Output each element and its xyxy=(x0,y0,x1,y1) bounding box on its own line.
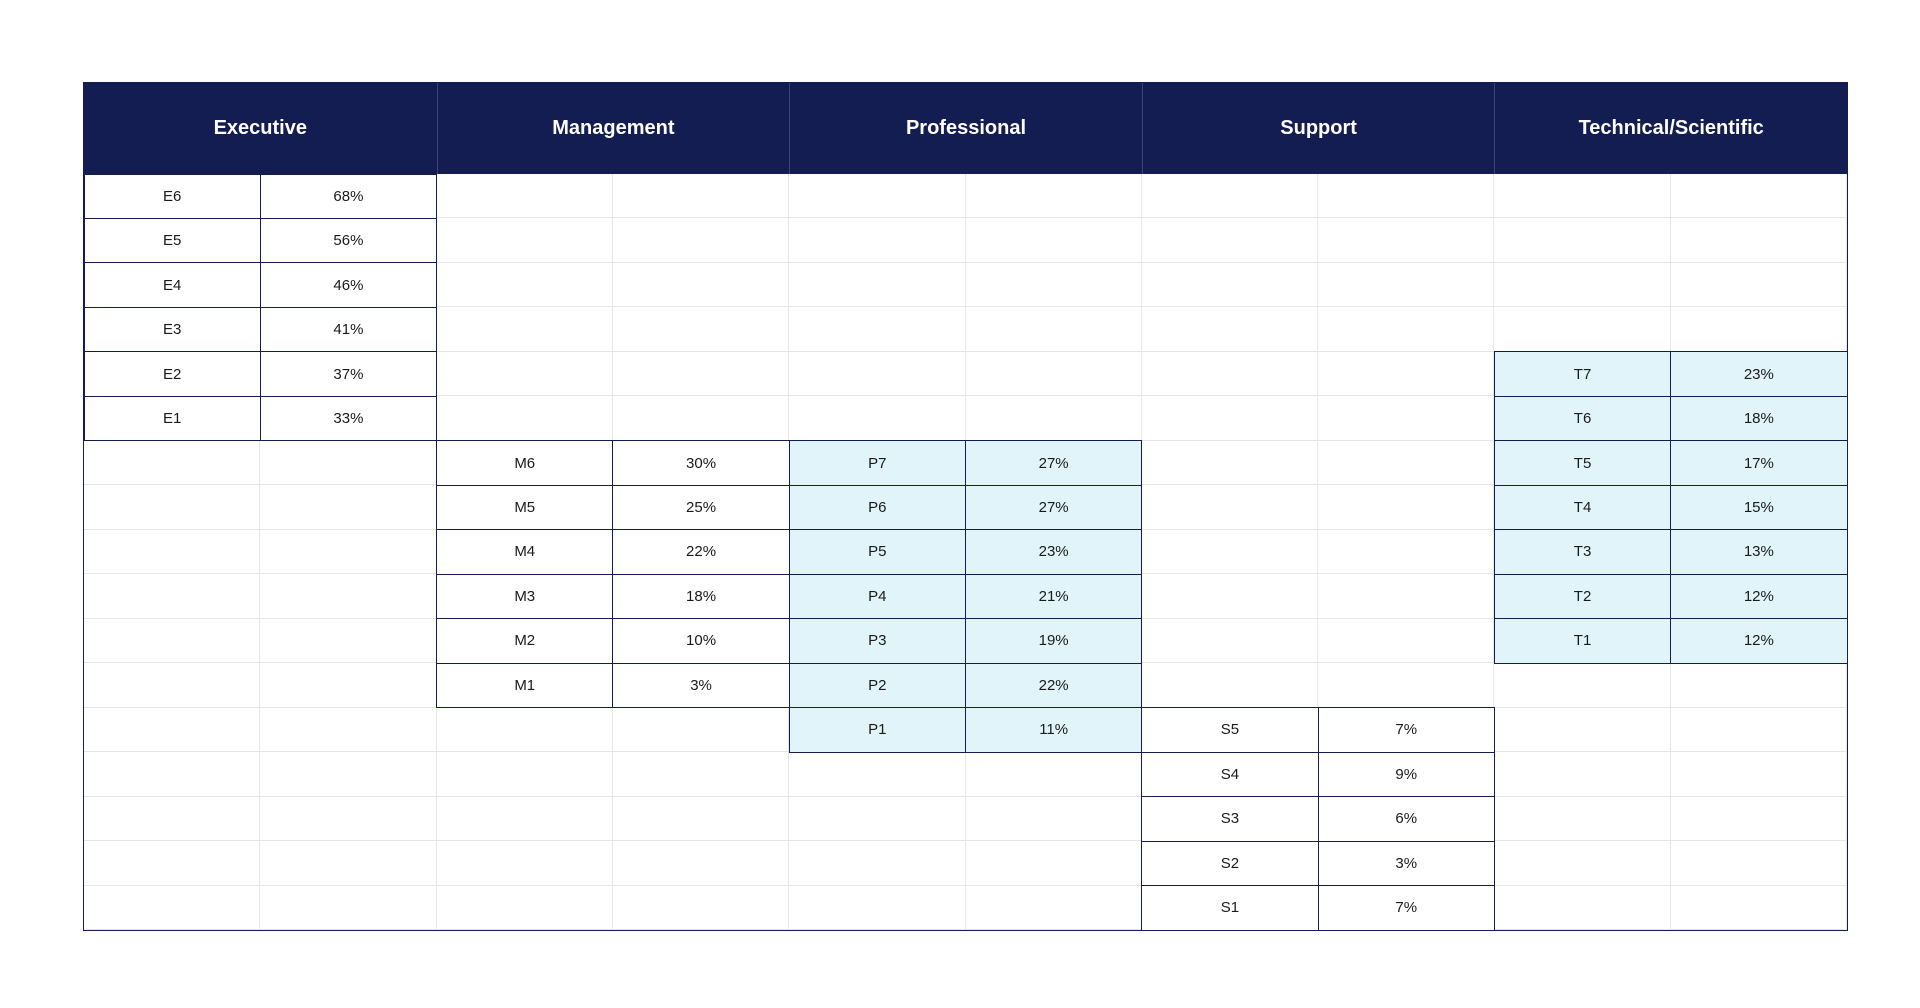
level-code-cell: T4 xyxy=(1494,485,1671,530)
level-code-cell: P3 xyxy=(789,618,966,663)
empty-cell xyxy=(260,441,436,485)
level-percent-cell: 23% xyxy=(965,529,1142,574)
empty-cell xyxy=(789,307,965,351)
level-percent-cell: 10% xyxy=(612,618,789,663)
empty-cell xyxy=(1142,574,1318,618)
empty-cell xyxy=(789,218,965,262)
empty-cell xyxy=(437,797,613,841)
empty-cell xyxy=(1671,174,1847,218)
level-percent-cell: 22% xyxy=(612,529,789,574)
level-code-cell: M2 xyxy=(436,618,613,663)
level-code-cell: E1 xyxy=(84,396,261,441)
level-percent-cell: 19% xyxy=(965,618,1142,663)
level-percent-cell: 17% xyxy=(1670,440,1847,485)
empty-cell xyxy=(966,352,1142,396)
empty-cell xyxy=(1494,263,1670,307)
empty-cell xyxy=(613,797,789,841)
empty-cell xyxy=(260,530,436,574)
empty-cell xyxy=(437,396,613,440)
empty-cell xyxy=(613,307,789,351)
level-percent-cell: 13% xyxy=(1670,529,1847,574)
empty-cell xyxy=(1318,218,1494,262)
empty-cell xyxy=(966,307,1142,351)
job-level-table xyxy=(83,82,1848,931)
empty-cell xyxy=(1142,263,1318,307)
empty-cell xyxy=(1671,841,1847,885)
empty-cell xyxy=(1142,307,1318,351)
empty-cell xyxy=(437,752,613,796)
level-percent-cell: 41% xyxy=(260,307,437,352)
level-code-cell: E6 xyxy=(84,174,261,219)
empty-cell xyxy=(1671,307,1847,351)
level-percent-cell: 56% xyxy=(260,218,437,263)
empty-cell xyxy=(84,752,260,796)
empty-cell xyxy=(84,619,260,663)
level-code-cell: T7 xyxy=(1494,351,1671,396)
level-code-cell: T2 xyxy=(1494,574,1671,619)
empty-cell xyxy=(1494,797,1670,841)
empty-cell xyxy=(1142,396,1318,440)
level-percent-cell: 25% xyxy=(612,485,789,530)
empty-cell xyxy=(1494,307,1670,351)
empty-cell xyxy=(789,396,965,440)
empty-cell xyxy=(966,263,1142,307)
empty-cell xyxy=(966,886,1142,930)
empty-cell xyxy=(613,396,789,440)
empty-cell xyxy=(260,485,436,529)
level-percent-cell: 6% xyxy=(1318,796,1495,841)
level-code-cell: E2 xyxy=(84,351,261,396)
level-percent-cell: 22% xyxy=(965,663,1142,708)
empty-cell xyxy=(613,708,789,752)
empty-cell xyxy=(1671,263,1847,307)
empty-cell xyxy=(260,886,436,930)
empty-cell xyxy=(1671,752,1847,796)
empty-cell xyxy=(437,886,613,930)
empty-cell xyxy=(437,708,613,752)
empty-cell xyxy=(84,708,260,752)
level-code-cell: P5 xyxy=(789,529,966,574)
empty-cell xyxy=(966,218,1142,262)
empty-cell xyxy=(1142,441,1318,485)
empty-cell xyxy=(1318,174,1494,218)
empty-cell xyxy=(260,574,436,618)
empty-cell xyxy=(1142,485,1318,529)
empty-cell xyxy=(966,174,1142,218)
empty-cell xyxy=(613,263,789,307)
empty-cell xyxy=(437,841,613,885)
empty-cell xyxy=(1318,485,1494,529)
empty-cell xyxy=(1671,797,1847,841)
empty-cell xyxy=(260,841,436,885)
level-percent-cell: 30% xyxy=(612,440,789,485)
empty-cell xyxy=(789,752,965,796)
empty-cell xyxy=(789,263,965,307)
level-percent-cell: 68% xyxy=(260,174,437,219)
empty-cell xyxy=(84,485,260,529)
level-code-cell: E5 xyxy=(84,218,261,263)
empty-cell xyxy=(1318,352,1494,396)
empty-cell xyxy=(966,396,1142,440)
level-code-cell: S4 xyxy=(1141,752,1318,797)
empty-cell xyxy=(84,797,260,841)
empty-cell xyxy=(1671,886,1847,930)
empty-cell xyxy=(789,886,965,930)
empty-cell xyxy=(613,218,789,262)
level-code-cell: M1 xyxy=(436,663,613,708)
level-code-cell: T6 xyxy=(1494,396,1671,441)
level-percent-cell: 46% xyxy=(260,262,437,307)
empty-cell xyxy=(84,841,260,885)
empty-cell xyxy=(437,218,613,262)
empty-cell xyxy=(1494,886,1670,930)
empty-cell xyxy=(1318,619,1494,663)
empty-cell xyxy=(613,352,789,396)
empty-cell xyxy=(613,174,789,218)
empty-cell xyxy=(1142,663,1318,707)
level-percent-cell: 27% xyxy=(965,440,1142,485)
level-percent-cell: 11% xyxy=(965,707,1142,752)
level-code-cell: S3 xyxy=(1141,796,1318,841)
empty-cell xyxy=(1318,663,1494,707)
level-code-cell: P6 xyxy=(789,485,966,530)
level-code-cell: M6 xyxy=(436,440,613,485)
level-percent-cell: 18% xyxy=(1670,396,1847,441)
level-percent-cell: 15% xyxy=(1670,485,1847,530)
level-percent-cell: 27% xyxy=(965,485,1142,530)
level-code-cell: T5 xyxy=(1494,440,1671,485)
empty-cell xyxy=(1318,396,1494,440)
column-header-support: Support xyxy=(1142,83,1495,174)
level-code-cell: M4 xyxy=(436,529,613,574)
column-header-management: Management xyxy=(437,83,790,174)
level-code-cell: T1 xyxy=(1494,618,1671,663)
level-percent-cell: 7% xyxy=(1318,885,1495,930)
level-percent-cell: 33% xyxy=(260,396,437,441)
level-code-cell: P4 xyxy=(789,574,966,619)
level-percent-cell: 18% xyxy=(612,574,789,619)
empty-cell xyxy=(1494,174,1670,218)
empty-cell xyxy=(1142,619,1318,663)
level-code-cell: E3 xyxy=(84,307,261,352)
empty-cell xyxy=(1494,708,1670,752)
empty-cell xyxy=(1671,708,1847,752)
empty-cell xyxy=(613,752,789,796)
empty-cell xyxy=(1494,841,1670,885)
level-code-cell: M5 xyxy=(436,485,613,530)
empty-cell xyxy=(84,574,260,618)
level-percent-cell: 3% xyxy=(1318,841,1495,886)
empty-cell xyxy=(789,174,965,218)
level-percent-cell: 9% xyxy=(1318,752,1495,797)
level-percent-cell: 7% xyxy=(1318,707,1495,752)
column-header-professional: Professional xyxy=(789,83,1142,174)
empty-cell xyxy=(1494,663,1670,707)
empty-cell xyxy=(1142,218,1318,262)
empty-cell xyxy=(613,841,789,885)
empty-cell xyxy=(1142,352,1318,396)
empty-cell xyxy=(966,841,1142,885)
empty-cell xyxy=(789,352,965,396)
empty-cell xyxy=(84,663,260,707)
level-code-cell: P1 xyxy=(789,707,966,752)
level-code-cell: S5 xyxy=(1141,707,1318,752)
empty-cell xyxy=(1318,263,1494,307)
column-header-technical-scientific: Technical/Scientific xyxy=(1494,83,1847,174)
level-percent-cell: 37% xyxy=(260,351,437,396)
level-code-cell: T3 xyxy=(1494,529,1671,574)
empty-cell xyxy=(260,797,436,841)
empty-cell xyxy=(613,886,789,930)
empty-cell xyxy=(84,441,260,485)
empty-cell xyxy=(437,352,613,396)
empty-cell xyxy=(260,752,436,796)
level-percent-cell: 23% xyxy=(1670,351,1847,396)
empty-cell xyxy=(437,174,613,218)
level-code-cell: S1 xyxy=(1141,885,1318,930)
empty-cell xyxy=(437,263,613,307)
level-percent-cell: 21% xyxy=(965,574,1142,619)
level-code-cell: S2 xyxy=(1141,841,1318,886)
empty-cell xyxy=(1671,218,1847,262)
empty-cell xyxy=(966,752,1142,796)
column-header-executive: Executive xyxy=(84,83,437,174)
empty-cell xyxy=(260,663,436,707)
empty-cell xyxy=(1494,218,1670,262)
level-percent-cell: 12% xyxy=(1670,618,1847,663)
empty-cell xyxy=(966,797,1142,841)
empty-cell xyxy=(1318,307,1494,351)
level-percent-cell: 3% xyxy=(612,663,789,708)
empty-cell xyxy=(1318,574,1494,618)
level-code-cell: P7 xyxy=(789,440,966,485)
empty-cell xyxy=(437,307,613,351)
empty-cell xyxy=(789,841,965,885)
empty-cell xyxy=(260,619,436,663)
level-code-cell: E4 xyxy=(84,262,261,307)
level-code-cell: M3 xyxy=(436,574,613,619)
empty-cell xyxy=(1318,441,1494,485)
empty-cell xyxy=(260,708,436,752)
level-code-cell: P2 xyxy=(789,663,966,708)
level-percent-cell: 12% xyxy=(1670,574,1847,619)
empty-cell xyxy=(1671,663,1847,707)
empty-cell xyxy=(1142,174,1318,218)
empty-cell xyxy=(84,530,260,574)
empty-cell xyxy=(1494,752,1670,796)
empty-cell xyxy=(789,797,965,841)
empty-cell xyxy=(1318,530,1494,574)
empty-cell xyxy=(84,886,260,930)
empty-cell xyxy=(1142,530,1318,574)
